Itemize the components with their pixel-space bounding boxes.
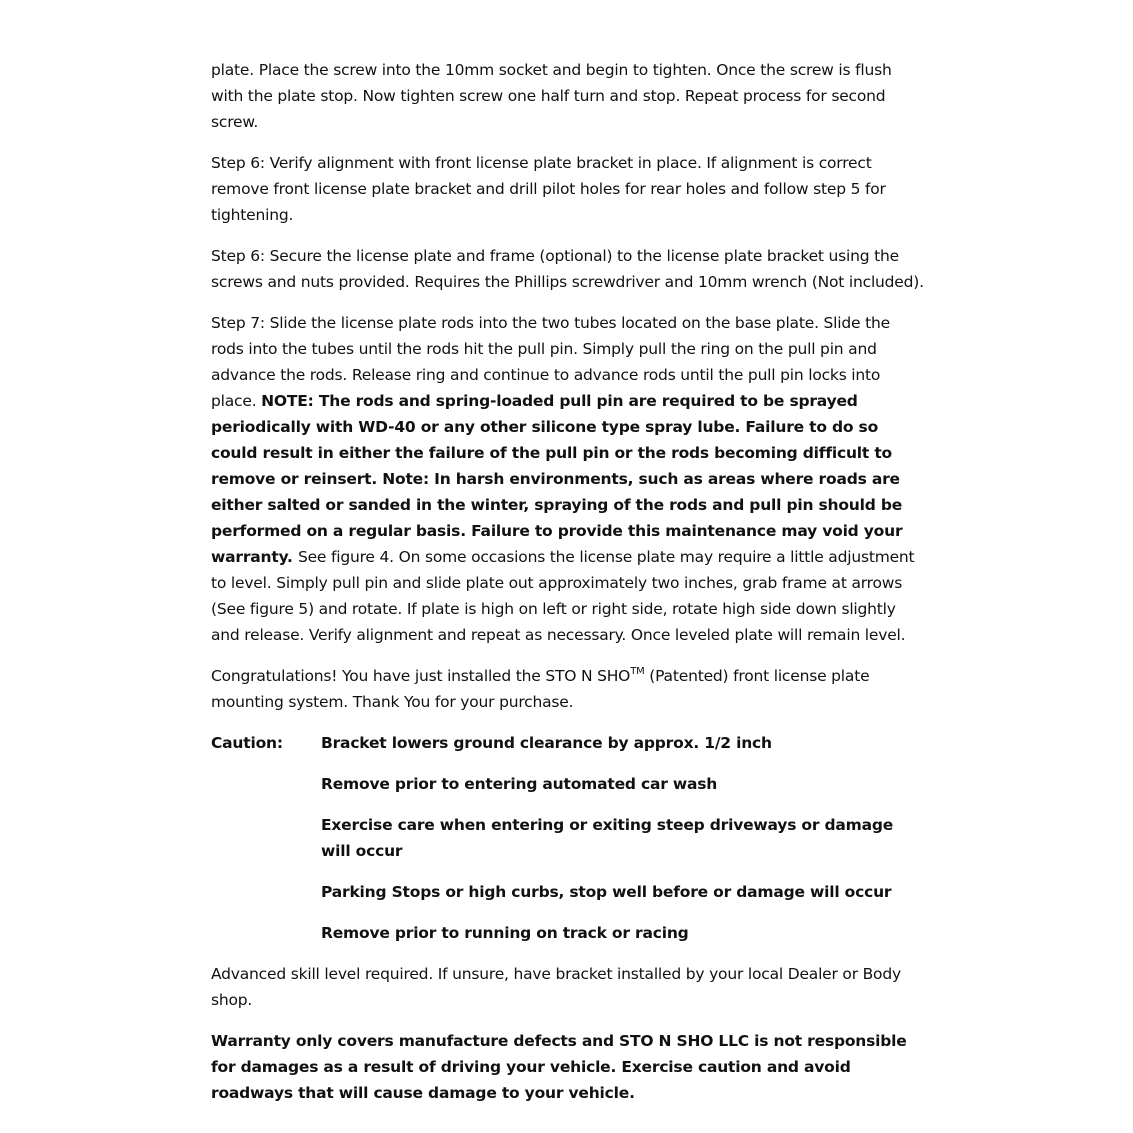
caution-label-spacer (211, 879, 321, 905)
paragraph-step-7 (211, 310, 927, 648)
paragraph-warranty: Warranty only covers manufacture defects and STO N SHO LLC is not responsible for damages as a result of driving your vehicle. Exercise caution and avoid roadways that will cause damage to your vehicle. (211, 1032, 907, 1102)
caution-item: Parking Stops or high curbs, stop well before or damage will occur (321, 883, 892, 901)
caution-label-spacer (211, 771, 321, 797)
congrats-text-after: (Patented) front license plate mounting system. Thank You for your purchase. (211, 667, 870, 711)
caution-row-1 (211, 730, 927, 756)
caution-item: Remove prior to running on track or racing (321, 924, 689, 942)
caution-item: Bracket lowers ground clearance by approx. 1/2 inch (321, 734, 772, 752)
caution-row-2 (211, 771, 927, 797)
document-page (211, 57, 927, 1121)
paragraph-step-6-secure-plate: Step 6: Secure the license plate and frame (optional) to the license plate bracket using the screws and nuts provided. Requires the Phillips screwdriver and 10mm wrench (Not included). (211, 247, 924, 291)
trademark-superscript: TM (630, 665, 645, 677)
caution-label-spacer (211, 812, 321, 864)
step-7-maintenance-note: NOTE: The rods and spring-loaded pull pin are required to be sprayed periodically with WD-40 or any other silicone type spray lube. Failure to do so could result in either the failure of the pull pin or the rods becoming difficult to remove or reinsert. Note: In harsh environments, such as areas where roads are either salted or sanded in the winter, spraying of the rods and pull pin should be performed on a regular basis. Failure to provide this maintenance may void your warranty. (211, 392, 903, 566)
congrats-text-before: Congratulations! You have just installed the STO N SHO (211, 667, 631, 685)
paragraph-step-6-alignment: Step 6: Verify alignment with front license plate bracket in place. If alignment is correct remove front license plate bracket and drill pilot holes for rear holes and follow step 5 for tightening. (211, 154, 886, 224)
paragraph-skill-level: Advanced skill level required. If unsure, have bracket installed by your local Dealer or Body shop. (211, 965, 901, 1009)
caution-row-5 (211, 920, 927, 946)
caution-label-spacer (211, 920, 321, 946)
caution-row-3 (211, 812, 927, 864)
caution-row-4 (211, 879, 927, 905)
step-7-intro: Step 7: Slide the license plate rods into the two tubes located on the base plate. Slide the rods into the tubes until the rods hit the pull pin. Simply pull the ring on the pull pin and advance the rods. Release ring and continue to advance rods until the pull pin locks into place. (211, 314, 890, 410)
caution-item: Remove prior to entering automated car wash (321, 775, 718, 793)
caution-label: Caution: (211, 734, 283, 752)
paragraph-congratulations (211, 663, 927, 715)
paragraph-continuation: plate. Place the screw into the 10mm socket and begin to tighten. Once the screw is flush with the plate stop. Now tighten screw one half turn and stop. Repeat process for second screw. (211, 61, 892, 131)
step-7-outro: See figure 4. On some occasions the license plate may require a little adjustment to level. Simply pull pin and slide plate out approximately two inches, grab frame at arrows (See figure 5) and rotate. If plate is high on left or right side, rotate high side down slightly and release. Verify alignment and repeat as necessary. Once leveled plate will remain level. (211, 548, 915, 644)
caution-item: Exercise care when entering or exiting steep driveways or damage will occur (321, 816, 894, 860)
